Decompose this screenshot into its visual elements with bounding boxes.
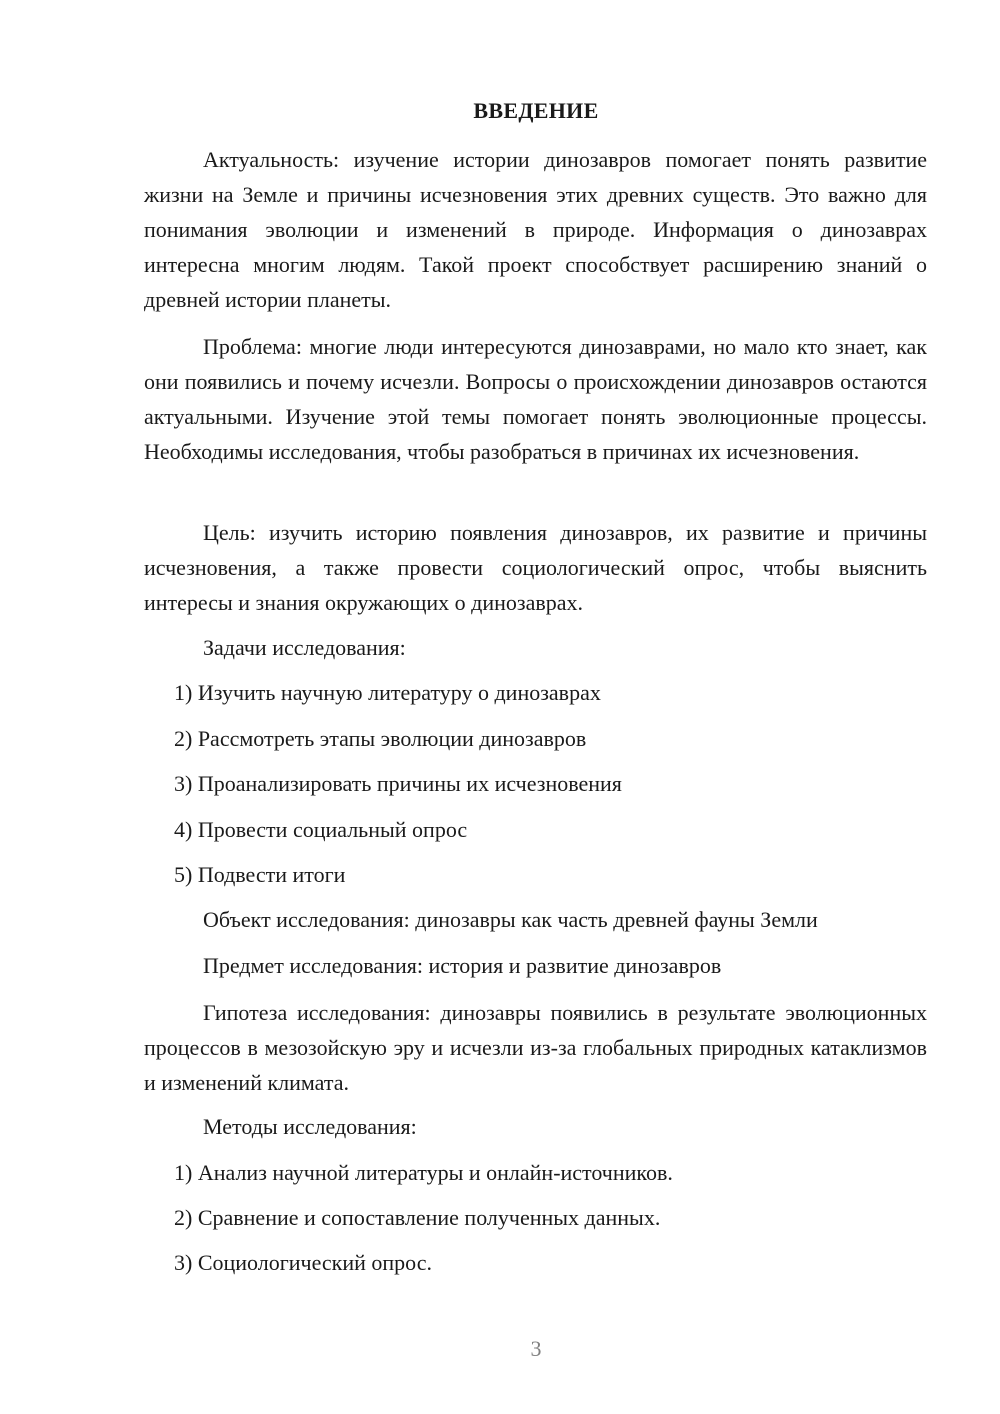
method-item: 1) Анализ научной литературы и онлайн-источников. (174, 1160, 673, 1185)
problem-paragraph: Проблема: многие люди интересуются динозаврами, но мало кто знает, как они появились и почему исчезли. Вопросы о происхождении динозавров остаются актуальными. Изучение этой темы помогает понять эволюционные процессы. Необходимы исследования, чтобы разобраться в причинах их исчезновения. (144, 334, 927, 464)
task-item: 3) Проанализировать причины их исчезновения (174, 771, 622, 796)
goal-paragraph: Цель: изучить историю появления динозавров, их развитие и причины исчезновения, а также провести социологический опрос, чтобы выяснить интересы и знания окружающих о динозаврах. (144, 520, 927, 615)
task-item: 4) Провести социальный опрос (174, 817, 468, 842)
page-number: 3 (530, 1336, 542, 1361)
research-object: Объект исследования: динозавры как часть древней фауны Земли (203, 907, 818, 932)
page-title: ВВЕДЕНИЕ (473, 98, 599, 123)
task-item: 2) Рассмотреть этапы эволюции динозавров (174, 726, 587, 751)
research-subject: Предмет исследования: история и развитие динозавров (203, 953, 722, 978)
relevance-paragraph: Актуальность: изучение истории динозавров помогает понять развитие жизни на Земле и причины исчезновения этих древних существ. Это важно для понимания эволюции и изменений в природе. Информация о динозаврах интересна многим людям. Такой проект способствует расширению знаний о древней истории планеты. (144, 147, 927, 312)
hypothesis-paragraph: Гипотеза исследования: динозавры появились в результате эволюционных процессов в мезозойскую эру и исчезли из-за глобальных природных катаклизмов и изменений климата. (144, 1000, 927, 1095)
task-item: 1) Изучить научную литературу о динозаврах (174, 680, 601, 705)
method-item: 3) Социологический опрос. (174, 1250, 432, 1275)
task-item: 5) Подвести итоги (174, 862, 346, 887)
method-item: 2) Сравнение и сопоставление полученных данных. (174, 1205, 661, 1230)
methods-heading: Методы исследования: (203, 1114, 417, 1139)
tasks-heading: Задачи исследования: (203, 635, 406, 660)
